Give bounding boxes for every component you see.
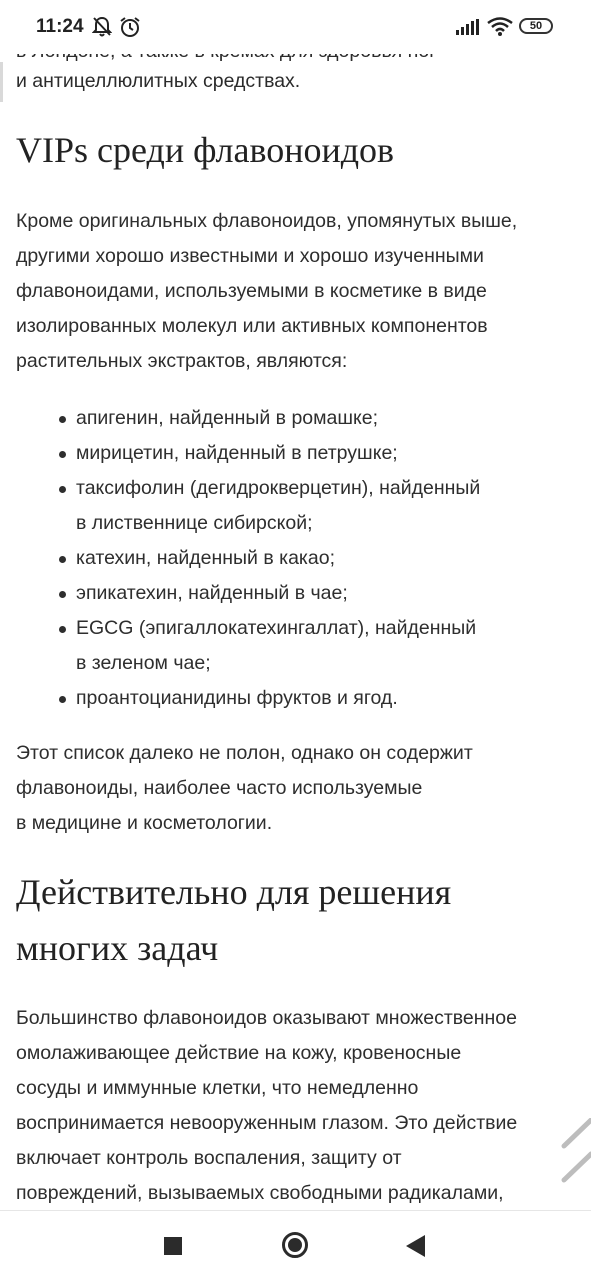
heading-line: Действительно для решения [16, 872, 452, 912]
list-item [0, 541, 480, 576]
back-button[interactable] [406, 1235, 425, 1257]
text-line: изолированных молекул или активных компонентов [16, 315, 488, 337]
heading-line: многих задач [16, 928, 219, 968]
bullet-dot [59, 696, 66, 703]
section-heading [16, 864, 451, 976]
list-item [0, 576, 480, 611]
text-line: таксифолин (дегидрокверцетин), найденный [76, 477, 481, 499]
paragraph [16, 204, 586, 379]
list-item [0, 436, 480, 471]
bullet-dot [59, 486, 66, 493]
paragraph [16, 1001, 586, 1210]
list-item [0, 681, 480, 716]
bell-off-icon [92, 16, 112, 38]
scroll-handle-icon[interactable] [560, 1118, 591, 1184]
text-line: в лиственнице сибирской; [76, 512, 313, 534]
wifi-icon [487, 17, 513, 37]
list-item [0, 471, 480, 541]
flavonoid-list [0, 401, 480, 716]
recent-apps-button[interactable] [164, 1237, 182, 1255]
section-heading: VIPs среди флавоноидов [16, 130, 395, 170]
text-line: Кроме оригинальных флавоноидов, упомянутых выше, [16, 210, 518, 232]
battery-indicator: 50 [519, 18, 553, 34]
home-button[interactable] [282, 1232, 308, 1258]
text-line: флавоноидами, используемыми в косметике в виде [16, 280, 487, 302]
text-line: апигенин, найденный в ромашке; [76, 407, 379, 429]
text-line: проантоцианидины фруктов и ягод. [76, 687, 398, 709]
text-line: и антицеллюлитных средствах. [16, 70, 301, 92]
text-line: воспринимается невооруженным глазом. Это действие [16, 1112, 518, 1134]
text-line: растительных экстрактов, являются: [16, 350, 348, 372]
text-line: Большинство флавоноидов оказывают множественное [16, 1007, 517, 1029]
text-line: сосуды и иммунные клетки, что немедленно [16, 1077, 419, 1099]
status-bar [0, 0, 591, 54]
text-line: флавоноиды, наиболее часто используемые [16, 777, 423, 799]
text-line: эпикатехин, найденный в чае; [76, 582, 348, 604]
text-line: EGCG (эпигаллокатехингаллат), найденный [76, 617, 477, 639]
bullet-dot [59, 416, 66, 423]
text-line: Этот список далеко не полон, однако он содержит [16, 742, 473, 764]
paragraph [16, 736, 586, 841]
text-line: в медицине и косметологии. [16, 812, 273, 834]
text-line: катехин, найденный в какао; [76, 547, 335, 569]
list-item [0, 611, 480, 681]
text-line: в зеленом чае; [76, 652, 211, 674]
quote-bar [0, 62, 3, 102]
text-line: мирицетин, найденный в петрушке; [76, 442, 398, 464]
navigation-bar [0, 1210, 591, 1280]
article-content[interactable] [0, 30, 591, 1210]
text-line: омолаживающее действие на кожу, кровеносные [16, 1042, 462, 1064]
status-time: 11:24 [36, 16, 84, 37]
bullet-dot [59, 451, 66, 458]
signal-icon [456, 19, 480, 35]
text-line: другими хорошо известными и хорошо изученными [16, 245, 484, 267]
bullet-dot [59, 626, 66, 633]
list-item [0, 401, 480, 436]
bullet-dot [59, 591, 66, 598]
alarm-icon [119, 16, 141, 38]
bullet-dot [59, 556, 66, 563]
text-line: повреждений, вызываемых свободными радикалами, [16, 1182, 504, 1204]
text-line: включает контроль воспаления, защиту от [16, 1147, 402, 1169]
